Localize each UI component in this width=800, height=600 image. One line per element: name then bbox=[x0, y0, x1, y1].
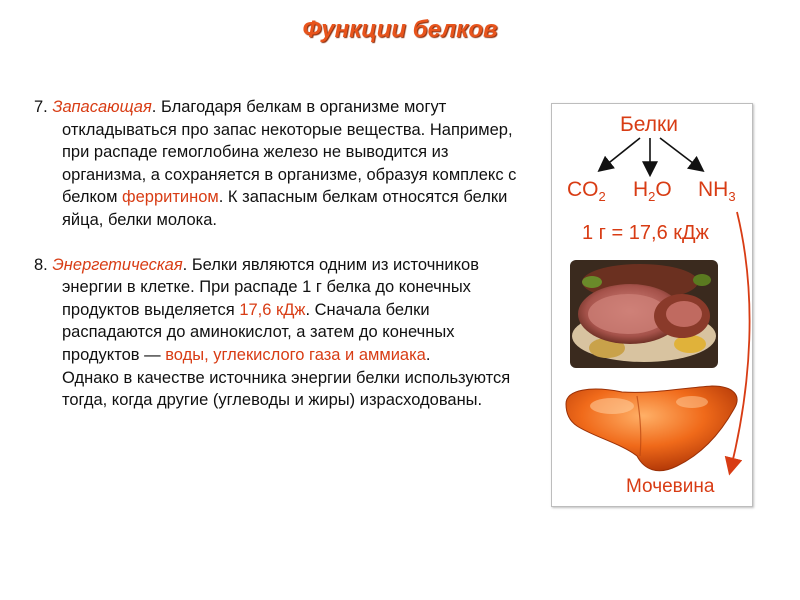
paragraph-text: . Сначала белки распадаются до аминокислот, а затем до конечных продуктов — bbox=[62, 300, 455, 364]
energy-value-highlight: 17,6 кДж bbox=[239, 300, 306, 319]
urea-label: Мочевина bbox=[626, 476, 715, 497]
energy-equation: 1 г = 17,6 кДж bbox=[582, 222, 709, 244]
h2o-label: $H_2O$ bbox=[633, 178, 672, 204]
arrow-to-urea bbox=[730, 212, 750, 472]
arrow-to-co2 bbox=[600, 138, 640, 170]
protein-breakdown-diagram bbox=[551, 103, 753, 507]
end-products-highlight: воды, углекислого газа и аммиака bbox=[165, 345, 426, 364]
slide-title: Функции белков bbox=[302, 16, 498, 43]
paragraph-storage bbox=[34, 96, 518, 232]
nh3-label: $NH_3$ bbox=[698, 178, 736, 204]
paragraph-energy bbox=[34, 254, 518, 412]
function-name-storage: Запасающая bbox=[52, 98, 152, 116]
co2-label: $CO_2$ bbox=[567, 178, 606, 204]
diagram-graphics bbox=[552, 104, 752, 506]
paragraph-number: 7. bbox=[34, 98, 48, 116]
liver-illustration bbox=[566, 386, 737, 471]
paragraph-text: . Белки являются одним из источников энергии в клетке. При распаде 1 г белка до конечных продуктов выделяется bbox=[62, 255, 479, 319]
text-block bbox=[34, 96, 518, 412]
paragraph-text: Однако в качестве источника энергии белки используются тогда, когда другие (углеводы и жиры) израсходованы. bbox=[62, 368, 511, 410]
paragraph-number: 8. bbox=[34, 255, 48, 274]
paragraph-text: . bbox=[425, 345, 431, 364]
ferritin-highlight: ферритином bbox=[122, 188, 219, 207]
arrow-to-nh3 bbox=[660, 138, 702, 170]
function-name-energy: Энергетическая bbox=[52, 255, 183, 274]
paragraph-text: . Благодаря белкам в организме могут откладываться про запас некоторые вещества. Например, при распаде гемоглобина железо не выводится из организма, а сохраняется в организме, образуя комплекс с белком bbox=[62, 98, 517, 207]
proteins-label: Белки bbox=[620, 113, 678, 136]
roast-meat-illustration bbox=[570, 260, 718, 368]
paragraph-text: . К запасным белкам относятся белки яйца, белки молока. bbox=[62, 188, 508, 229]
